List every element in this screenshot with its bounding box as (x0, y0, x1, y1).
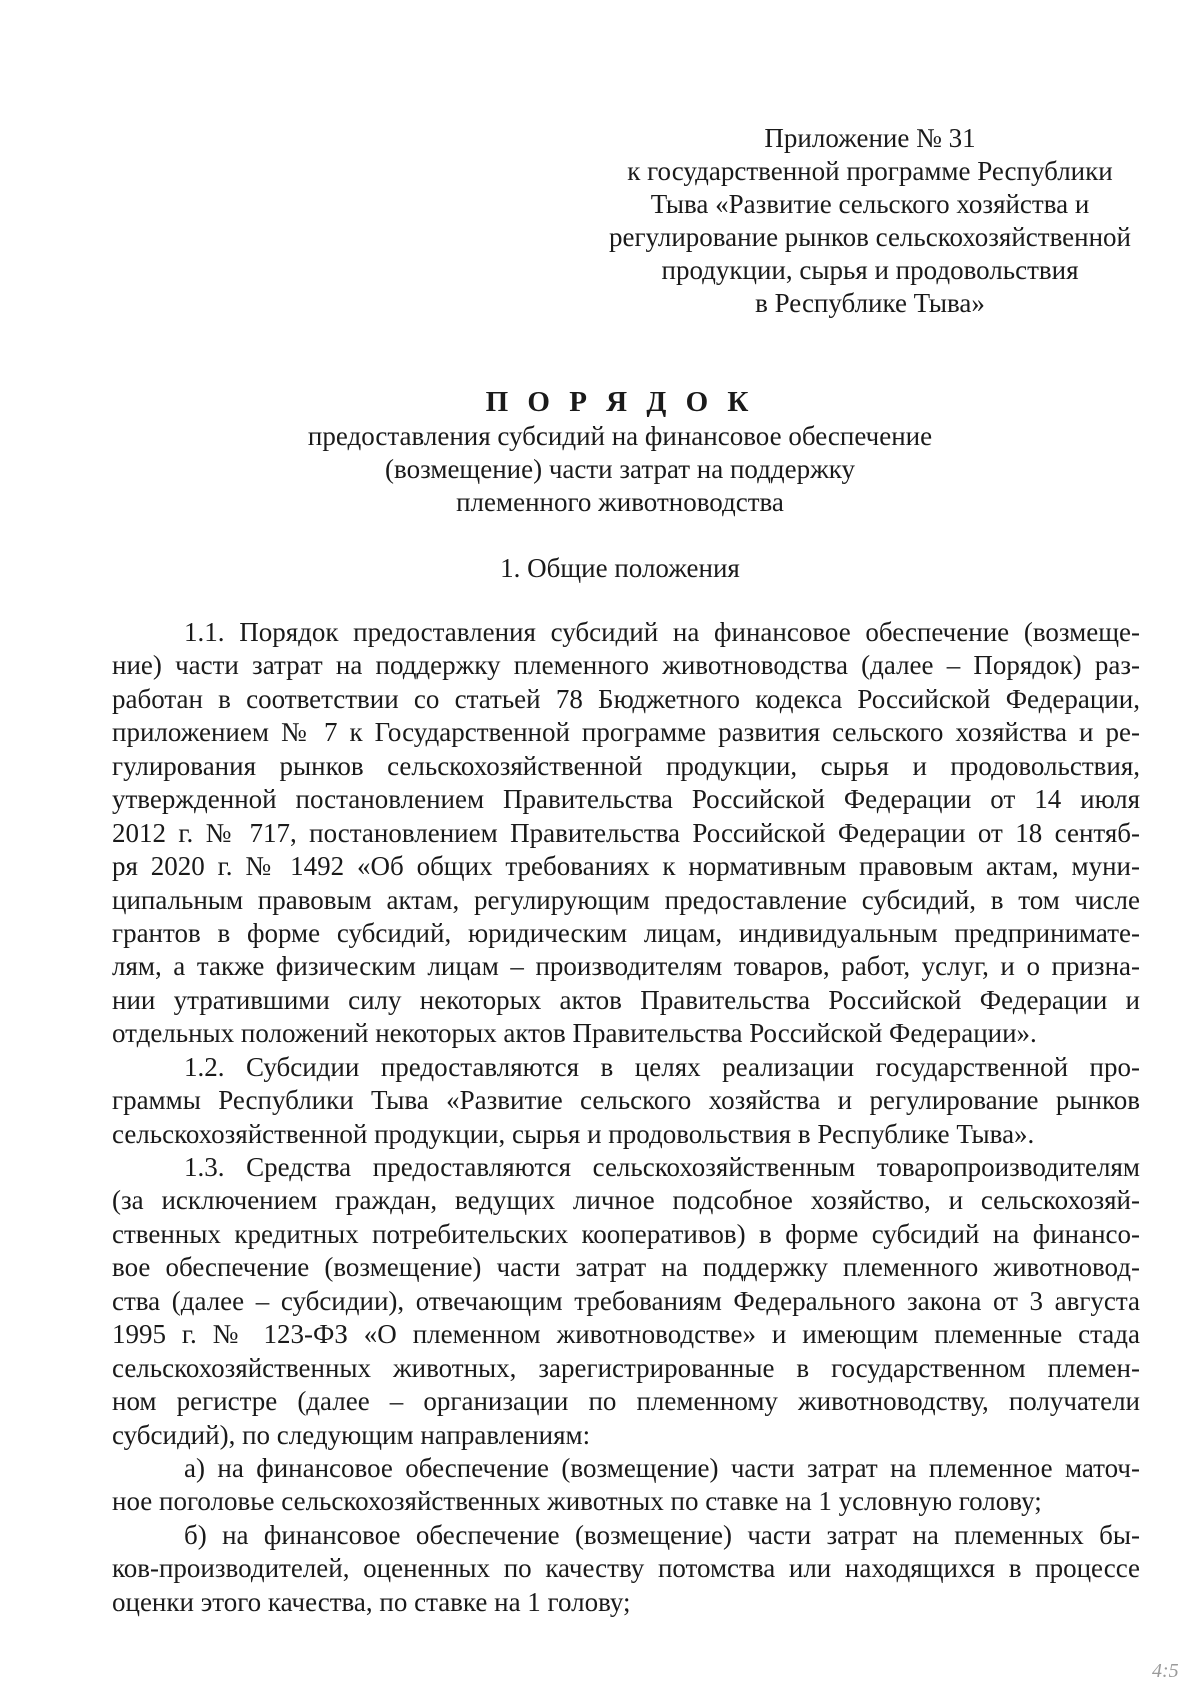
section-heading: 1. Общие положения (500, 553, 740, 583)
document-title: П О Р Я Д О К (485, 386, 755, 418)
body-line: вое обеспечение (возмещение) части затрат на поддержку племенного животновод- (112, 1252, 1140, 1283)
body-line: работан в соответствии со статьей 78 Бюджетного кодекса Российской Федерации, (112, 683, 1140, 714)
list-item-a (112, 1452, 1140, 1519)
appendix-line: Приложение № 31 (764, 123, 976, 153)
body-line: ря 2020 г. № 1492 «Об общих требованиях к нормативным правовым актам, муни- (112, 851, 1140, 882)
appendix-note (560, 122, 1180, 320)
appendix-line: к государственной программе Республики (627, 156, 1113, 186)
paragraph-1-3 (112, 1151, 1140, 1452)
body-line: а) на финансовое обеспечение (возмещение) части затрат на племенное маточ- (184, 1452, 1140, 1483)
document-title-block (180, 384, 1060, 519)
body-line: 1.2. Субсидии предоставляются в целях реализации государственной про- (184, 1051, 1140, 1082)
body-line: сельскохозяйственных животных, зарегистрированные в государственном племен- (112, 1352, 1140, 1383)
body-line: (за исключением граждан, ведущих личное подсобное хозяйство, и сельскохозяй- (112, 1185, 1140, 1216)
body-line: нии утратившими силу некоторых актов Правительства Российской Федерации и (112, 984, 1140, 1015)
list-item-b (112, 1519, 1140, 1619)
body-line: сельскохозяйственной продукции, сырья и продовольствия в Республике Тыва». (112, 1118, 1035, 1149)
body-line: гулирования рынков сельскохозяйственной продукции, сырья и продовольствия, (112, 750, 1140, 781)
body-line: отдельных положений некоторых актов Правительства Российской Федерации». (112, 1018, 1037, 1049)
paragraph-1-2 (112, 1051, 1140, 1151)
body-line: б) на финансовое обеспечение (возмещение) части затрат на племенных бы- (184, 1519, 1140, 1550)
appendix-line: Тыва «Развитие сельского хозяйства и (650, 189, 1090, 219)
document-subtitle-line: предоставления субсидий на финансовое обеспечение (307, 421, 933, 451)
appendix-line: продукции, сырья и продовольствия (661, 255, 1079, 285)
body-line: ние) части затрат на поддержку племенного животноводства (далее – Порядок) раз- (112, 650, 1140, 681)
body-line: оценки этого качества, по ставке на 1 голову; (112, 1586, 631, 1617)
body-line: ства (далее – субсидии), отвечающим требованиям Федерального закона от 3 августа (112, 1285, 1140, 1316)
body-line: ное поголовье сельскохозяйственных животных по ставке на 1 условную голову; (112, 1486, 1042, 1517)
document-subtitle-line: племенного животноводства (456, 487, 784, 517)
body-line: ном регистре (далее – организации по племенному животноводству, получатели (112, 1386, 1140, 1417)
paragraph-1-1 (112, 616, 1140, 1051)
body-line: лям, а также физическим лицам – производителям товаров, работ, услуг, и о призна- (112, 951, 1140, 982)
body-line: приложением № 7 к Государственной программе развития сельского хозяйства и ре- (112, 717, 1140, 748)
body-line: 1995 г. № 123-ФЗ «О племенном животноводстве» и имеющим племенные стада (112, 1319, 1140, 1350)
document-body (112, 616, 1140, 1619)
body-line: ков-производителей, оцененных по качеству потомства или находящихся в процессе (112, 1553, 1140, 1584)
appendix-line: в Республике Тыва» (755, 288, 985, 318)
body-line: 1.1. Порядок предоставления субсидий на финансовое обеспечение (возмеще- (184, 617, 1140, 647)
body-line: утвержденной постановлением Правительства Российской Федерации от 14 июля (112, 784, 1140, 815)
body-line: ципальным правовым актам, регулирующим предоставление субсидий, в том числе (112, 884, 1140, 915)
body-line: 2012 г. № 717, постановлением Правительства Российской Федерации от 18 сентяб- (112, 817, 1140, 848)
document-subtitle-line: (возмещение) части затрат на поддержку (385, 454, 855, 484)
appendix-line: регулирование рынков сельскохозяйственной (609, 222, 1131, 252)
body-line: граммы Республики Тыва «Развитие сельского хозяйства и регулирование рынков (112, 1085, 1140, 1116)
page-corner-mark: 4:5 (1152, 1660, 1179, 1682)
body-line: грантов в форме субсидий, юридическим лицам, индивидуальным предпринимате- (112, 917, 1140, 948)
body-line: субсидий), по следующим направлениям: (112, 1419, 591, 1450)
body-line: ственных кредитных потребительских кооперативов) в форме субсидий на финансо- (112, 1218, 1140, 1249)
body-line: 1.3. Средства предоставляются сельскохозяйственным товаропроизводителям (184, 1152, 1140, 1182)
